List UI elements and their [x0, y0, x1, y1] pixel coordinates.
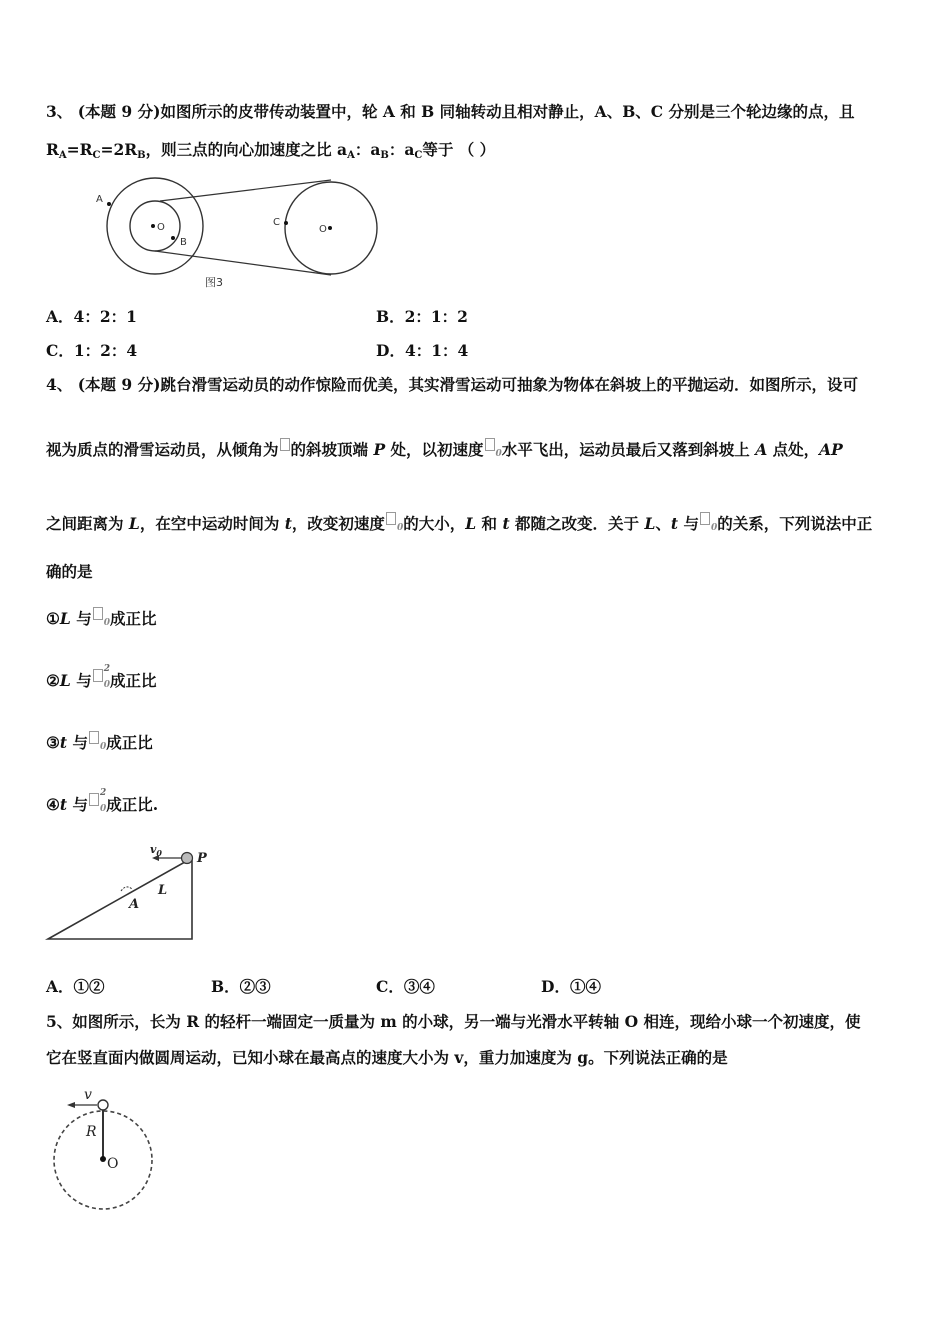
fig3-label-a: A	[96, 194, 103, 205]
label-a: A	[129, 897, 140, 912]
v0-placeholder-icon	[700, 512, 710, 525]
q5-line1: 5、如图所示，长为 R 的轻杆一端固定一质量为 m 的小球，另一端与光滑水平转轴 O 相连，现给小球一个初速度，使	[46, 1012, 861, 1031]
q4-statement-3: ③t 与 0成正比	[46, 733, 153, 752]
q4-statement-4: ④t 与 2 0成正比.	[46, 788, 159, 814]
skier-ball	[182, 853, 193, 864]
v0-placeholder-icon	[485, 438, 495, 451]
label-l: L	[158, 883, 168, 898]
q4-option-d[interactable]: D．①④	[541, 977, 601, 996]
q5-number: 5、	[46, 1012, 73, 1031]
q4-score: (本题 9 分)	[77, 375, 161, 394]
v0-placeholder-icon	[386, 512, 396, 525]
fig3-label-b: B	[180, 237, 187, 248]
belt-bottom	[155, 251, 331, 275]
label-v: v	[84, 1087, 92, 1103]
q3-option-a[interactable]: A．4：2：1	[46, 307, 137, 326]
q3-line2: $R_A=R_C=2R_B$，则三点的向心加速度之比 $a_A$：$a_B$：$a_C$等于 （ ）	[46, 140, 496, 161]
q5-line2: 它在竖直面内做圆周运动，已知小球在最高点的速度大小为 v，重力加速度为 g。下列说法正确的是	[46, 1048, 728, 1067]
label-o: O	[107, 1156, 119, 1172]
q4-number: 4、	[46, 375, 73, 394]
fig3-caption: 图3	[205, 276, 223, 289]
v0-placeholder-icon	[93, 607, 103, 620]
q3-option-b[interactable]: B．2：1：2	[376, 307, 468, 326]
q4-statement-1: ①L 与 0成正比	[46, 609, 157, 628]
theta-placeholder-icon	[280, 438, 290, 451]
q4-statement-2: ②L 与 2 0成正比	[46, 664, 157, 690]
q4-option-c[interactable]: C．③④	[376, 977, 435, 996]
v0-placeholder-icon	[89, 731, 99, 744]
slope-triangle	[48, 858, 192, 939]
q3-text-line1: 如图所示的皮带传动装置中，轮 A 和 B 同轴转动且相对静止，A、B、C 分别是三个轮边缘的点，且	[160, 102, 855, 121]
fig3-label-o2: O	[319, 224, 327, 235]
q3-score: (本题 9 分)	[77, 102, 161, 121]
q4-option-a[interactable]: A．①②	[46, 977, 105, 996]
label-v0: $v_0$	[150, 843, 162, 858]
q4-line3: 之间距离为 L，在空中运动时间为 t，改变初速度 0的大小，L 和 t 都随之改变．关于 L、t 与 0的关系，下列说法中正	[46, 514, 873, 533]
v0-squared-placeholder-icon	[89, 793, 99, 806]
angle-arc	[121, 887, 132, 891]
fig3-label-c: C	[273, 217, 280, 228]
v0-squared-placeholder-icon	[93, 669, 103, 682]
q4-line2: 视为质点的滑雪运动员，从倾角为 的斜坡顶端 P 处，以初速度 0水平飞出，运动员最后又落到斜坡上 A 点处，AP	[46, 440, 843, 459]
label-p: P	[197, 851, 207, 866]
q4-line1: 4、 (本题 9 分)跳台滑雪运动员的动作惊险而优美，其实滑雪运动可抽象为物体在斜坡上的平抛运动．如图所示，设可	[46, 375, 858, 394]
ski-slope-figure	[44, 838, 224, 946]
q3-option-d[interactable]: D．4：1：4	[376, 341, 469, 360]
q4-option-b[interactable]: B．②③	[211, 977, 271, 996]
velocity-arrow-icon	[67, 1102, 75, 1108]
q3-option-c[interactable]: C．1：2：4	[46, 341, 138, 360]
fig3-label-o1: O	[157, 222, 165, 233]
q3-number: 3、	[46, 102, 73, 121]
pivot-point	[100, 1156, 106, 1162]
q4-line4: 确的是	[46, 562, 93, 581]
circular-motion-figure	[48, 1078, 162, 1218]
q3-line1	[46, 102, 855, 122]
belt-drive-figure	[90, 168, 390, 294]
ball	[98, 1100, 108, 1110]
label-r: R	[86, 1124, 97, 1140]
